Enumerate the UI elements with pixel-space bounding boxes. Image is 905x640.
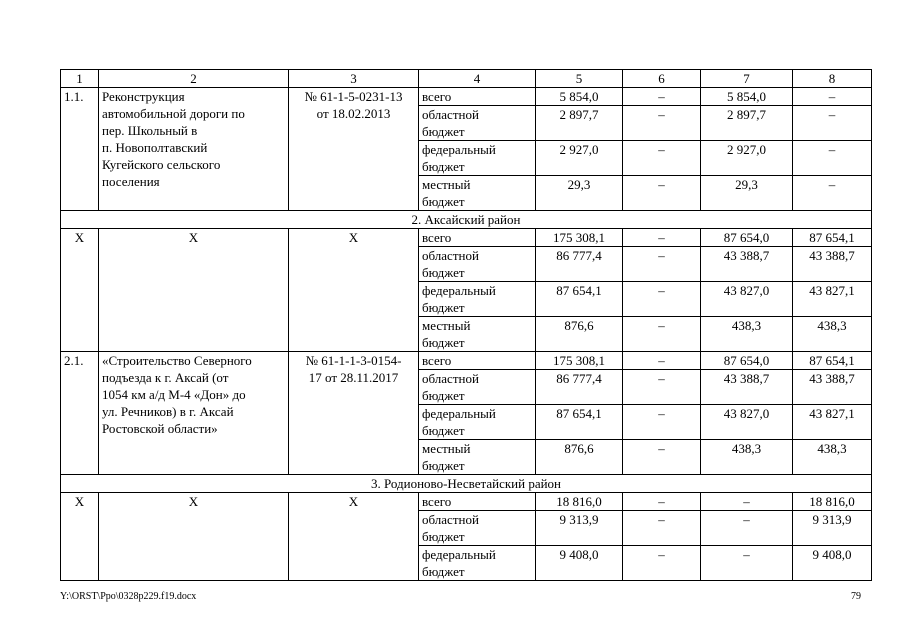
value-col6: – [623, 440, 701, 475]
value-col7: 29,3 [701, 176, 793, 211]
item-name-line: п. Новополтавский [102, 140, 208, 155]
value-col5: 876,6 [536, 317, 623, 352]
budget-type-line: областной [422, 107, 479, 122]
value-col6: – [623, 282, 701, 317]
budget-type-line: федеральный [422, 142, 496, 157]
table-row [61, 229, 872, 247]
item-name-line: автомобильной дороги по [102, 106, 245, 121]
budget-type-line: федеральный [422, 283, 496, 298]
value-col5: 876,6 [536, 440, 623, 475]
value-col5: 5 854,0 [536, 88, 623, 106]
value-col6: – [623, 176, 701, 211]
value-col5: 2 927,0 [536, 141, 623, 176]
budget-type-line: местный [422, 441, 471, 456]
page-number: 79 [851, 591, 861, 602]
column-header: 7 [701, 70, 793, 88]
column-header: 5 [536, 70, 623, 88]
item-number: 1.1. [61, 88, 99, 211]
budget-type [419, 511, 536, 546]
item-document [289, 88, 419, 211]
budget-type-line: всего [422, 230, 452, 245]
budget-type-line: бюджет [422, 194, 465, 209]
column-header: 1 [61, 70, 99, 88]
header-row [61, 70, 872, 88]
value-col8: – [793, 106, 872, 141]
budget-type-line: областной [422, 512, 479, 527]
column-header: 8 [793, 70, 872, 88]
item-name-line: 1054 км а/д М-4 «Дон» до [102, 387, 246, 402]
value-col8: 9 313,9 [793, 511, 872, 546]
budget-type-line: бюджет [422, 458, 465, 473]
budget-type [419, 282, 536, 317]
column-header: 3 [289, 70, 419, 88]
value-col6: – [623, 352, 701, 370]
item-number: Х [61, 493, 99, 581]
item-document-line: № 61-1-1-3-0154- [305, 353, 402, 368]
section-row [61, 475, 872, 493]
budget-type [419, 493, 536, 511]
budget-type-line: бюджет [422, 335, 465, 350]
column-header: 6 [623, 70, 701, 88]
column-header: 2 [99, 70, 289, 88]
value-col7: – [701, 511, 793, 546]
value-col6: – [623, 493, 701, 511]
section-title: 2. Аксайский район [61, 211, 872, 229]
item-name: Х [99, 229, 289, 352]
value-col7: 43 827,0 [701, 405, 793, 440]
budget-type [419, 405, 536, 440]
table-row [61, 493, 872, 511]
value-col8: – [793, 141, 872, 176]
value-col7: 438,3 [701, 317, 793, 352]
budget-type [419, 546, 536, 581]
value-col6: – [623, 141, 701, 176]
budget-type-line: бюджет [422, 300, 465, 315]
value-col7: 2 927,0 [701, 141, 793, 176]
value-col7: 43 827,0 [701, 282, 793, 317]
budget-type [419, 229, 536, 247]
item-document-line: от 18.02.2013 [316, 106, 391, 121]
budget-type-line: всего [422, 494, 452, 509]
value-col8: 9 408,0 [793, 546, 872, 581]
section-row [61, 211, 872, 229]
item-document: Х [289, 493, 419, 581]
value-col5: 86 777,4 [536, 370, 623, 405]
value-col8: – [793, 88, 872, 106]
budget-type [419, 317, 536, 352]
budget-type [419, 440, 536, 475]
budget-type-line: всего [422, 89, 452, 104]
value-col5: 9 408,0 [536, 546, 623, 581]
item-document [289, 352, 419, 475]
value-col5: 86 777,4 [536, 247, 623, 282]
value-col7: 2 897,7 [701, 106, 793, 141]
budget-type-line: бюджет [422, 124, 465, 139]
value-col8: 43 388,7 [793, 370, 872, 405]
budget-type [419, 247, 536, 282]
budget-table [60, 69, 872, 581]
value-col7: 5 854,0 [701, 88, 793, 106]
budget-type [419, 370, 536, 405]
budget-type [419, 141, 536, 176]
table-row [61, 352, 872, 370]
value-col7: 43 388,7 [701, 247, 793, 282]
item-name [99, 88, 289, 211]
budget-type-line: местный [422, 177, 471, 192]
value-col5: 175 308,1 [536, 229, 623, 247]
budget-type-line: бюджет [422, 159, 465, 174]
value-col6: – [623, 405, 701, 440]
value-col5: 9 313,9 [536, 511, 623, 546]
item-name-line: поселения [102, 174, 160, 189]
budget-type-line: бюджет [422, 529, 465, 544]
value-col8: 87 654,1 [793, 229, 872, 247]
file-path: Y:\ORST\Ppo\0328p229.f19.docx [60, 591, 197, 602]
table-row [61, 88, 872, 106]
item-number: 2.1. [61, 352, 99, 475]
item-name-line: пер. Школьный в [102, 123, 198, 138]
budget-type-line: всего [422, 353, 452, 368]
value-col5: 29,3 [536, 176, 623, 211]
value-col7: 438,3 [701, 440, 793, 475]
value-col6: – [623, 88, 701, 106]
budget-type [419, 352, 536, 370]
value-col8: 18 816,0 [793, 493, 872, 511]
budget-type-line: бюджет [422, 265, 465, 280]
item-name: Х [99, 493, 289, 581]
budget-type-line: федеральный [422, 547, 496, 562]
value-col5: 2 897,7 [536, 106, 623, 141]
value-col7: 43 388,7 [701, 370, 793, 405]
budget-type [419, 88, 536, 106]
value-col7: 87 654,0 [701, 352, 793, 370]
item-name-line: «Строительство Северного [102, 353, 252, 368]
item-name-line: подъезда к г. Аксай (от [102, 370, 229, 385]
value-col5: 175 308,1 [536, 352, 623, 370]
budget-type [419, 176, 536, 211]
value-col6: – [623, 511, 701, 546]
value-col8: 438,3 [793, 317, 872, 352]
value-col7: – [701, 546, 793, 581]
item-document: Х [289, 229, 419, 352]
section-title: 3. Родионово-Несветайский район [61, 475, 872, 493]
budget-type-line: областной [422, 248, 479, 263]
value-col5: 87 654,1 [536, 405, 623, 440]
item-number: Х [61, 229, 99, 352]
value-col7: 87 654,0 [701, 229, 793, 247]
item-name-line: Кугейского сельского [102, 157, 221, 172]
value-col6: – [623, 247, 701, 282]
item-document-line: 17 от 28.11.2017 [308, 370, 399, 385]
budget-type-line: бюджет [422, 388, 465, 403]
item-name-line: Реконструкция [102, 89, 185, 104]
value-col8: 438,3 [793, 440, 872, 475]
budget-type-line: федеральный [422, 406, 496, 421]
value-col6: – [623, 370, 701, 405]
budget-type [419, 106, 536, 141]
value-col6: – [623, 546, 701, 581]
budget-type-line: бюджет [422, 564, 465, 579]
value-col8: 87 654,1 [793, 352, 872, 370]
value-col8: 43 388,7 [793, 247, 872, 282]
budget-type-line: местный [422, 318, 471, 333]
item-name-line: Ростовской области» [102, 421, 218, 436]
item-document-line: № 61-1-5-0231-13 [304, 89, 403, 104]
item-name-line: ул. Речников) в г. Аксай [102, 404, 234, 419]
value-col8: 43 827,1 [793, 405, 872, 440]
value-col8: – [793, 176, 872, 211]
budget-type-line: областной [422, 371, 479, 386]
value-col8: 43 827,1 [793, 282, 872, 317]
value-col5: 18 816,0 [536, 493, 623, 511]
budget-type-line: бюджет [422, 423, 465, 438]
value-col6: – [623, 317, 701, 352]
value-col6: – [623, 229, 701, 247]
item-name [99, 352, 289, 475]
value-col6: – [623, 106, 701, 141]
column-header: 4 [419, 70, 536, 88]
value-col7: – [701, 493, 793, 511]
value-col5: 87 654,1 [536, 282, 623, 317]
